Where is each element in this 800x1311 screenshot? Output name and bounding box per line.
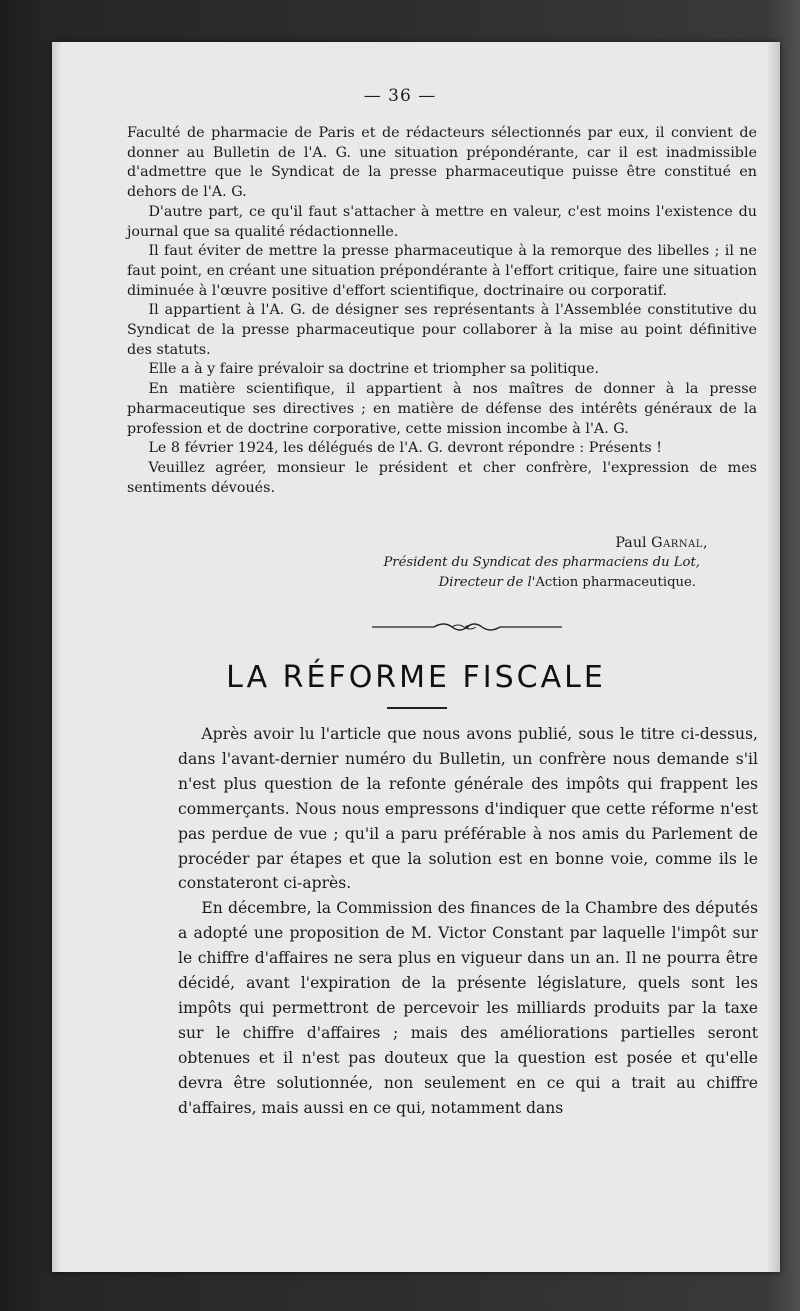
article-paragraph: Après avoir lu l'article que nous avons publié, sous le titre ci-dessus, dans l'avant-dernier numéro du Bulletin, un confrère nous demande s'il n'est plus question de la refonte générale des impôts qui frappent les commerçants. Nous nous empressons d'indiquer que cette réforme n'est pas perdue de vue ; qu'il a paru préférable à nos amis du Parlement de procéder par étapes et que la solution est en bonne voie, comme ils le constateront ci-après. — [178, 725, 758, 893]
signature-role — [288, 573, 696, 593]
letter-signature — [288, 533, 708, 593]
letter-text — [127, 124, 757, 498]
signature-surname: Garnal, — [651, 535, 708, 551]
letter-paragraph: Le 8 février 1924, les délégués de l'A. G. devront répondre : Présents ! — [148, 440, 663, 457]
title-underline — [387, 707, 447, 709]
signature-name — [288, 533, 708, 553]
article-title: LA RÉFORME FISCALE — [226, 660, 606, 695]
letter-paragraph: Elle a à y faire prévaloir sa doctrine et triompher sa politique. — [148, 361, 599, 378]
letter-paragraph: En matière scientifique, il appartient à nos maîtres de donner à la presse pharmaceutique ses directives ; en matière de défense des intérêts généraux de la profession et de doctrine corporative, cette mission incombe à l'A. G. — [127, 381, 757, 437]
letter-paragraph: D'autre part, ce qu'il faut s'attacher à mettre en valeur, c'est moins l'existence du journal que sa qualité rédactionnelle. — [127, 203, 757, 240]
signature-role-prefix: Directeur de l' — [438, 575, 536, 590]
letter-paragraph: Il appartient à l'A. G. de désigner ses représentants à l'Assemblée constitutive du Syndicat de la presse pharmaceutique pour collaborer à la mise au point définitive des statuts. — [127, 302, 757, 358]
letter-paragraph: Il faut éviter de mettre la presse pharmaceutique à la remorque des libelles ; il ne faut point, en créant une situation prépondérante à l'effort critique, faire une situation diminuée à l'œuvre positive d'effort scientifique, doctrinaire ou corporatif. — [127, 243, 757, 299]
article-body — [178, 722, 758, 1121]
signature-first-name: Paul — [615, 535, 652, 551]
signature-title: Président du Syndicat des pharmaciens du Lot, — [383, 555, 700, 570]
letter-paragraph: Veuillez agréer, monsieur le président et cher confrère, l'expression de mes sentiments dévoués. — [127, 459, 757, 496]
letter-paragraph: Faculté de pharmacie de Paris et de rédacteurs sélectionnés par eux, il convient de donner au Bulletin de l'A. G. une situation prépondérante, car il est inadmissible d'admettre que le Syndicat de la presse pharmaceutique puisse être constitué en dehors de l'A. G. — [127, 125, 757, 201]
section-divider-ornament — [372, 618, 562, 636]
signature-role-publication: Action pharmaceutique. — [535, 575, 696, 590]
page-number: — 36 — — [363, 86, 437, 106]
article-paragraph: En décembre, la Commission des finances de la Chambre des députés a adopté une proposition de M. Victor Constant par laquelle l'impôt sur le chiffre d'affaires ne sera plus en vigueur dans un an. Il ne pourra être décidé, avant l'expiration de la présente législature, quels sont les impôts qui permettront de percevoir les milliards produits par la taxe sur le chiffre d'affaires ; mais des améliorations partielles seront obtenues et il n'est pas douteux que la question est posée et qu'elle devra être solutionnée, non seulement en ce qui a trait au chiffre d'affaires, mais aussi en ce qui, notamment dans — [178, 899, 758, 1117]
